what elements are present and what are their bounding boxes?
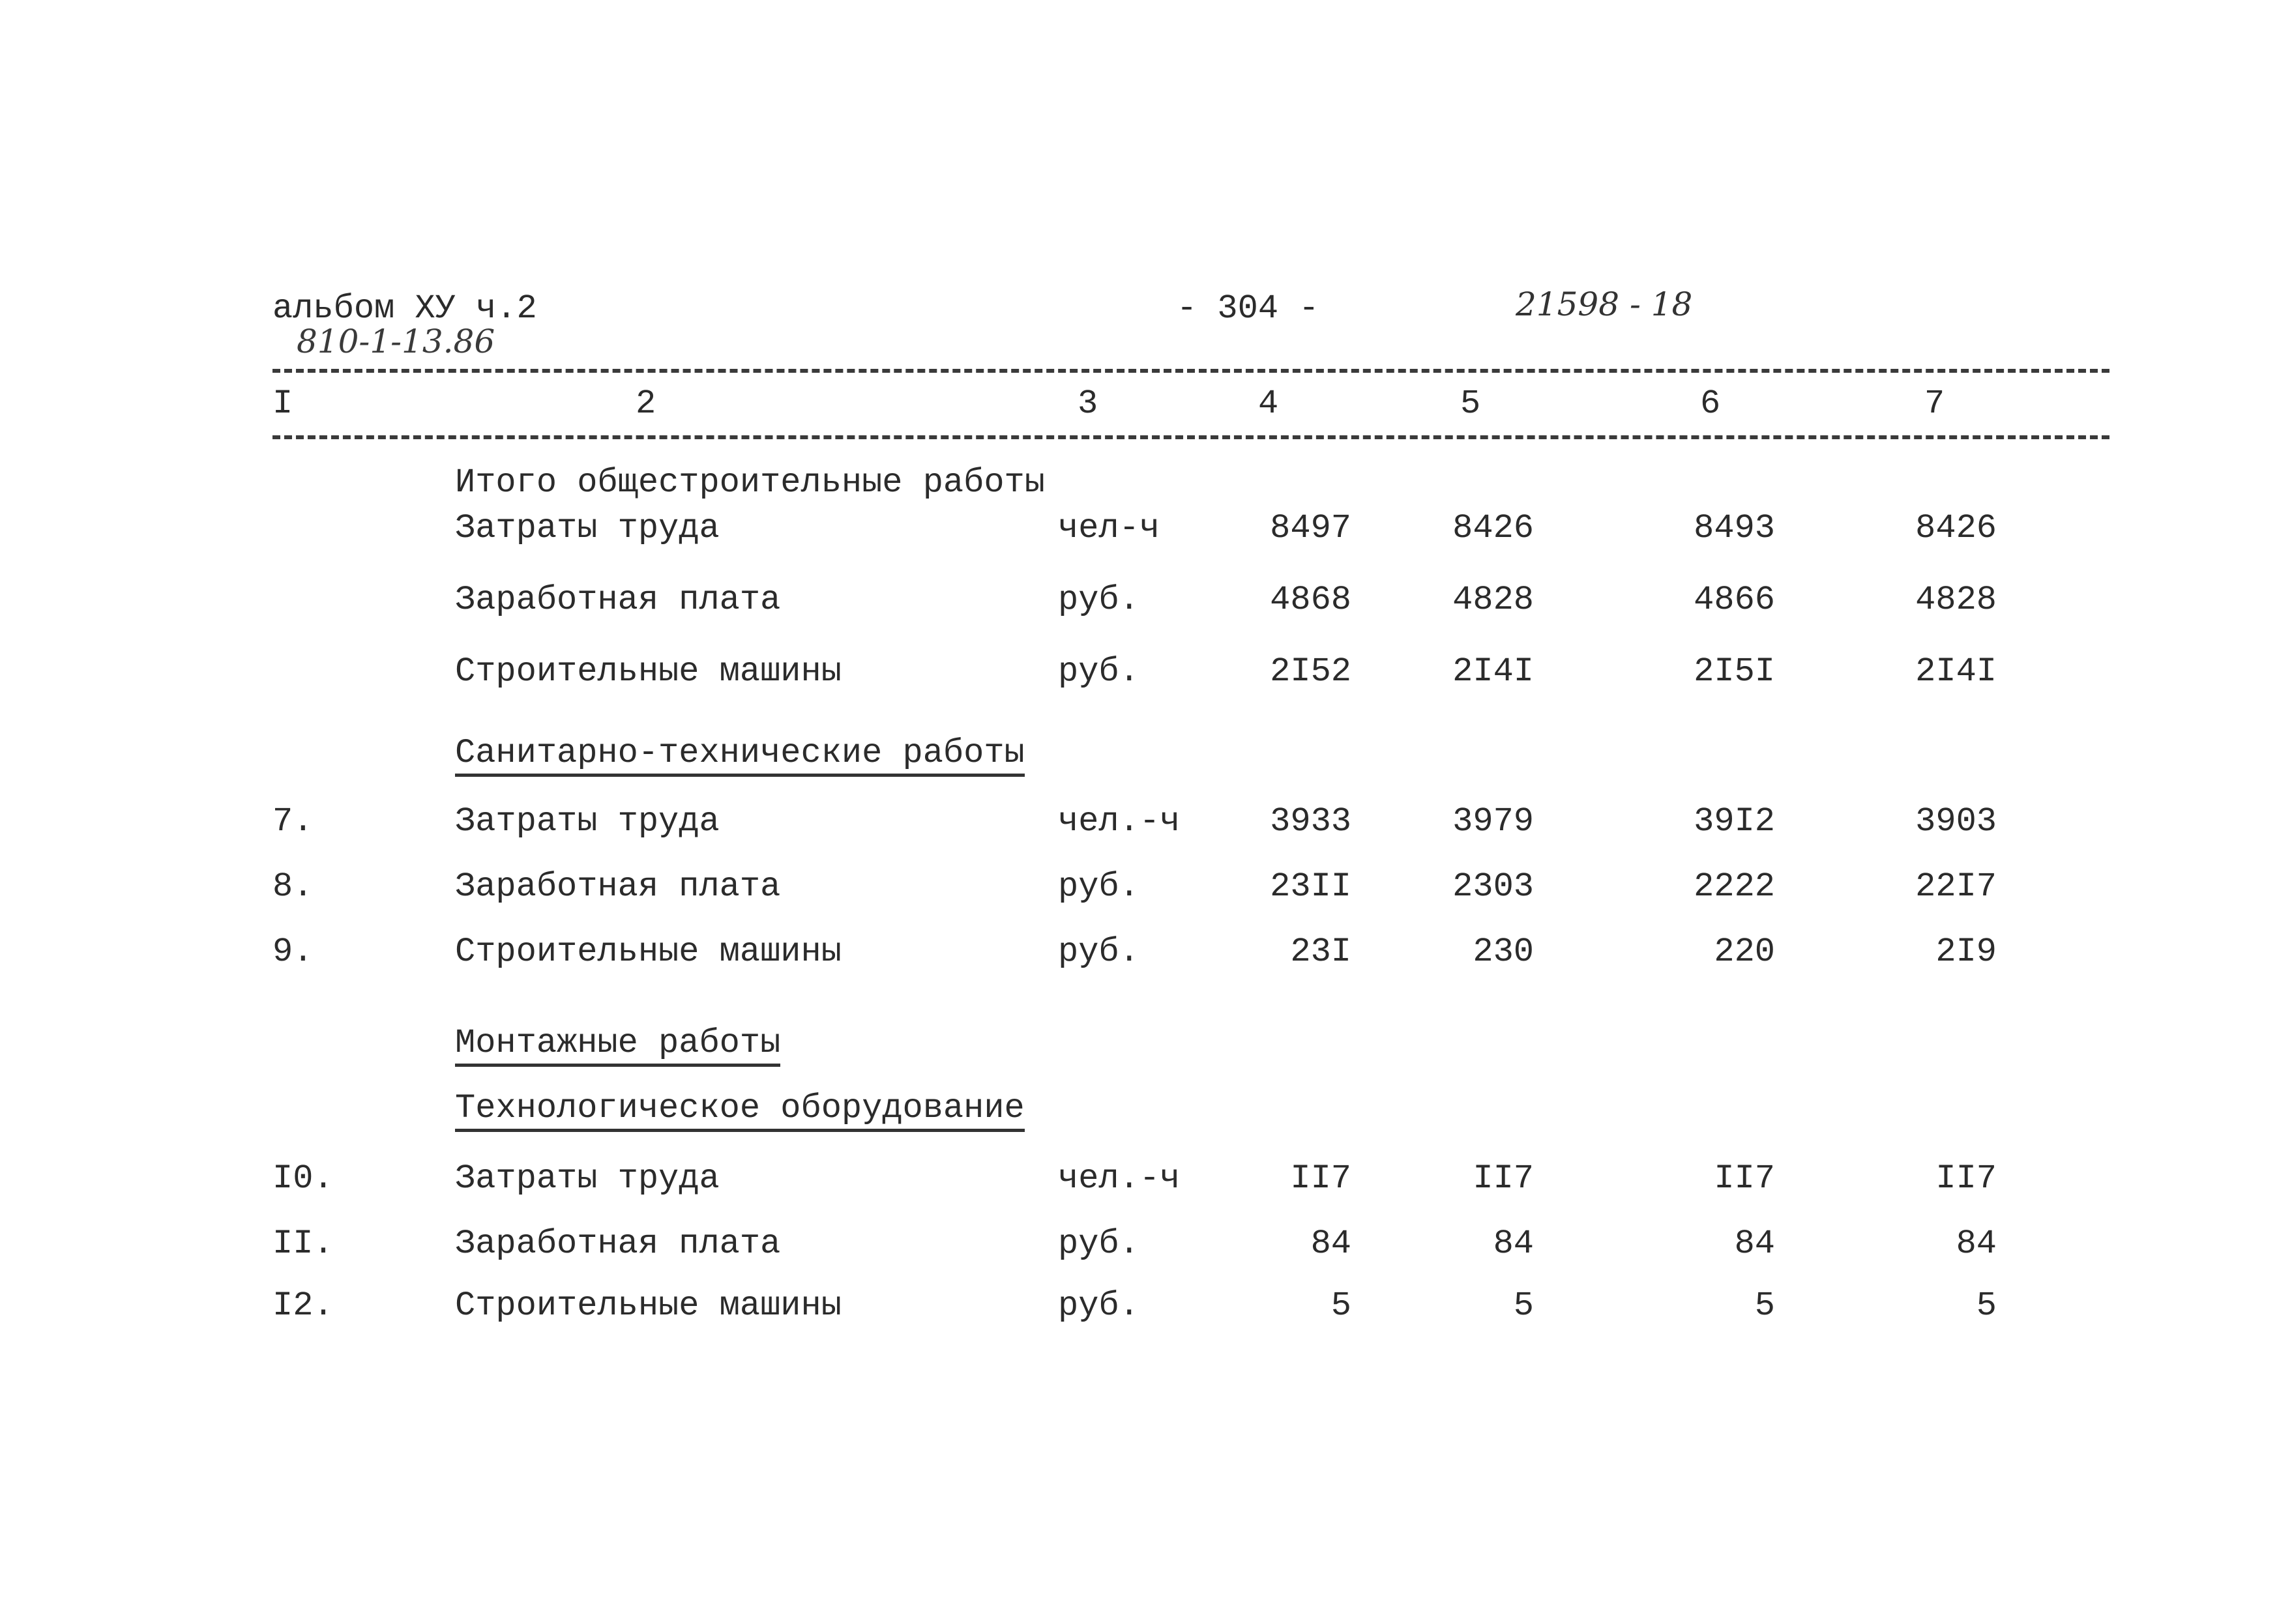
value-col-6: 8493 [1694,509,1775,547]
empty-cell [1997,841,2109,906]
header-bottom-dashed-rule [272,435,2109,439]
value-col-6: II7 [1714,1159,1775,1198]
value-col-7: 22I7 [1915,867,1997,906]
section-heading-cell [455,971,2109,1062]
value-col-6: 4866 [1694,581,1775,619]
value-col-7: 2I9 [1935,933,1997,971]
value-col-4: 84 [1310,1225,1351,1263]
cost-table [272,456,2109,1325]
value-col-5: 3979 [1452,802,1534,841]
table-row [272,1127,2109,1198]
empty-cell [272,971,455,1062]
value-col-4: II7 [1290,1159,1351,1198]
empty-cell [272,691,455,772]
empty-cell [1997,1198,2109,1263]
unit-cell: руб. [1058,1225,1139,1263]
column-number-7: 7 [1924,384,1945,423]
value-col-7: 5 [1976,1286,1997,1325]
empty-cell [1997,1127,2109,1198]
value-col-6: 5 [1754,1286,1775,1325]
value-col-7: 4828 [1915,581,1997,619]
table-row [272,841,2109,906]
row-number [272,502,455,547]
column-number-6: 6 [1700,384,1721,423]
item-name: Строительные машины [455,652,842,691]
value-col-5: 8426 [1452,509,1534,547]
value-col-6: 84 [1734,1225,1775,1263]
row-number [272,619,455,691]
value-col-4: 8497 [1270,509,1351,547]
handwritten-code: 810-1-13.86 [297,323,495,360]
row-number: 7. [272,802,314,841]
top-dashed-rule [272,369,2109,373]
value-col-5: II7 [1473,1159,1534,1198]
value-col-6: 220 [1714,933,1775,971]
empty-cell [1997,547,2109,619]
item-name: Заработная плата [455,581,781,619]
table-row [272,1263,2109,1325]
section-title: Итого общестроительные работы [455,463,1045,502]
value-col-4: 23II [1270,867,1351,906]
value-col-5: 5 [1513,1286,1534,1325]
page-number: - 304 - [1177,289,1319,328]
row-number: I0. [272,1159,334,1198]
section-heading-row [272,1062,2109,1127]
value-col-5: 230 [1473,933,1534,971]
table-row [272,1198,2109,1263]
unit-cell: чел-ч [1058,509,1160,547]
value-col-4: 2I52 [1270,652,1351,691]
section-heading-cell [455,456,2109,502]
section-heading-row [272,456,2109,502]
value-col-4: 5 [1330,1286,1351,1325]
table-row [272,502,2109,547]
unit-cell: руб. [1058,867,1139,906]
album-label: альбом ХУ ч.2 [272,289,537,328]
unit-cell: чел.-ч [1058,802,1181,841]
column-number-1: I [272,384,293,423]
item-name: Строительные машины [455,933,842,971]
empty-cell [1997,1263,2109,1325]
value-col-7: 8426 [1915,509,1997,547]
column-number-3: 3 [1078,384,1098,423]
value-col-7: 3903 [1915,802,1997,841]
empty-cell [1997,772,2109,841]
section-title: Санитарно-технические работы [455,734,1025,777]
value-col-6: 2I5I [1694,652,1775,691]
table-row [272,619,2109,691]
column-number-4: 4 [1258,384,1279,423]
unit-cell: руб. [1058,652,1139,691]
value-col-6: 39I2 [1694,802,1775,841]
column-number-5: 5 [1460,384,1481,423]
section-heading-row [272,971,2109,1062]
table-row [272,772,2109,841]
value-col-4: 3933 [1270,802,1351,841]
value-col-4: 4868 [1270,581,1351,619]
value-col-7: II7 [1935,1159,1997,1198]
section-heading-cell [455,691,2109,772]
empty-cell [272,456,455,502]
unit-cell: руб. [1058,1286,1139,1325]
section-heading-cell [455,1062,2109,1127]
item-name: Затраты труда [455,802,720,841]
item-name: Затраты труда [455,509,720,547]
document-number: 21598 - 18 [1516,285,1693,323]
value-col-7: 84 [1956,1225,1997,1263]
empty-cell [1997,906,2109,971]
row-number: 9. [272,933,314,971]
value-col-5: 84 [1493,1225,1534,1263]
section-heading-row [272,691,2109,772]
empty-cell [1997,619,2109,691]
value-col-5: 2303 [1452,867,1534,906]
value-col-5: 4828 [1452,581,1534,619]
row-number: II. [272,1225,334,1263]
column-number-2: 2 [636,384,656,423]
unit-cell: руб. [1058,933,1139,971]
value-col-5: 2I4I [1452,652,1534,691]
table-row [272,906,2109,971]
value-col-7: 2I4I [1915,652,1997,691]
item-name: Заработная плата [455,867,781,906]
item-name: Заработная плата [455,1225,781,1263]
row-number: 8. [272,867,314,906]
value-col-6: 2222 [1694,867,1775,906]
unit-cell: руб. [1058,581,1139,619]
unit-cell: чел.-ч [1058,1159,1181,1198]
item-name: Затраты труда [455,1159,720,1198]
value-col-4: 23I [1290,933,1351,971]
table-row [272,547,2109,619]
section-title: Технологическое оборудование [455,1089,1025,1132]
empty-cell [1997,502,2109,547]
item-name: Строительные машины [455,1286,842,1325]
row-number [272,547,455,619]
empty-cell [272,1062,455,1127]
section-title: Монтажные работы [455,1024,780,1067]
row-number: I2. [272,1286,334,1325]
cost-table-body [272,456,2109,1325]
